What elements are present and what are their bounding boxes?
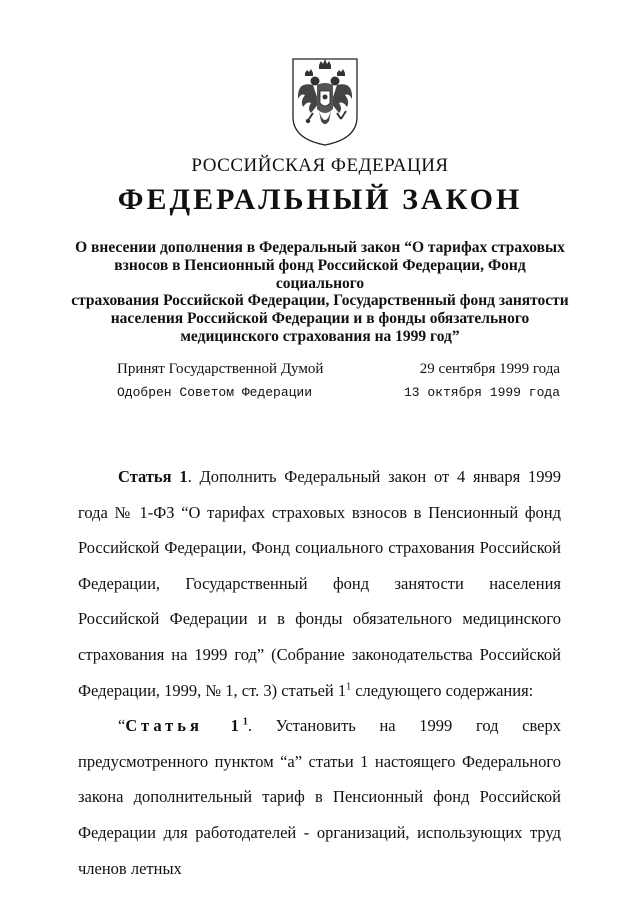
article-label: Статья 1 xyxy=(118,467,188,486)
council-approval-label: Одобрен Советом Федерации xyxy=(117,385,313,400)
council-approval-date: 13 октября 1999 года xyxy=(403,385,560,400)
law-title xyxy=(70,239,570,346)
superscript: 1 xyxy=(242,716,248,728)
open-quote: “ xyxy=(118,716,126,736)
law-title-line: взносов в Пенсионный фонд Российской Федерации, Фонд социального xyxy=(114,256,526,292)
russian-coat-of-arms-icon xyxy=(289,55,361,147)
article-1-paragraph xyxy=(78,459,561,708)
country-name: РОССИЙСКАЯ ФЕДЕРАЦИЯ xyxy=(191,155,449,176)
law-title-line: страхования Российской Федерации, Государственный фонд занятости xyxy=(71,292,569,310)
duma-adoption-label: Принят Государственной Думой xyxy=(117,361,324,377)
superscript: 1 xyxy=(346,681,352,693)
duma-adoption-date: 29 сентября 1999 года xyxy=(419,361,560,377)
article-1-1-paragraph xyxy=(78,708,561,886)
law-title-line: О внесении дополнения в Федеральный закон “О тарифах страховых xyxy=(75,239,565,256)
document-type: ФЕДЕРАЛЬНЫЙ ЗАКОН xyxy=(117,183,523,216)
coat-of-arms-emblem xyxy=(289,55,361,147)
article-label: Статья 1 xyxy=(125,716,243,736)
law-title-line: медицинского страхования на 1999 год” xyxy=(180,327,460,345)
article-text-tail: следующего содержания: xyxy=(351,680,534,700)
article-text: . Установить на 1999 год сверх предусмотренного пунктом “а” статьи 1 настоящего Федерального закона дополнительный тариф в Пенсионный фонд Российской Федерации для работодателей - организаций, использующих труд членов летных xyxy=(78,716,561,878)
law-title-line: населения Российской Федерации и в фонды обязательного xyxy=(110,310,530,328)
article-text: . Дополнить Федеральный закон от 4 января 1999 года № 1-ФЗ “О тарифах страховых взносов в Пенсионный фонд Российской Федерации, Фонд социального страхования Российской Федерации, Государственный фонд занятости населения Российской Федерации и в фонды обязательного медицинского страхования на 1999 год” (Собрание законодательства Российской Федерации, 1999, № 1, ст. 3) статьей 1 xyxy=(78,467,561,700)
law-body xyxy=(78,459,561,886)
